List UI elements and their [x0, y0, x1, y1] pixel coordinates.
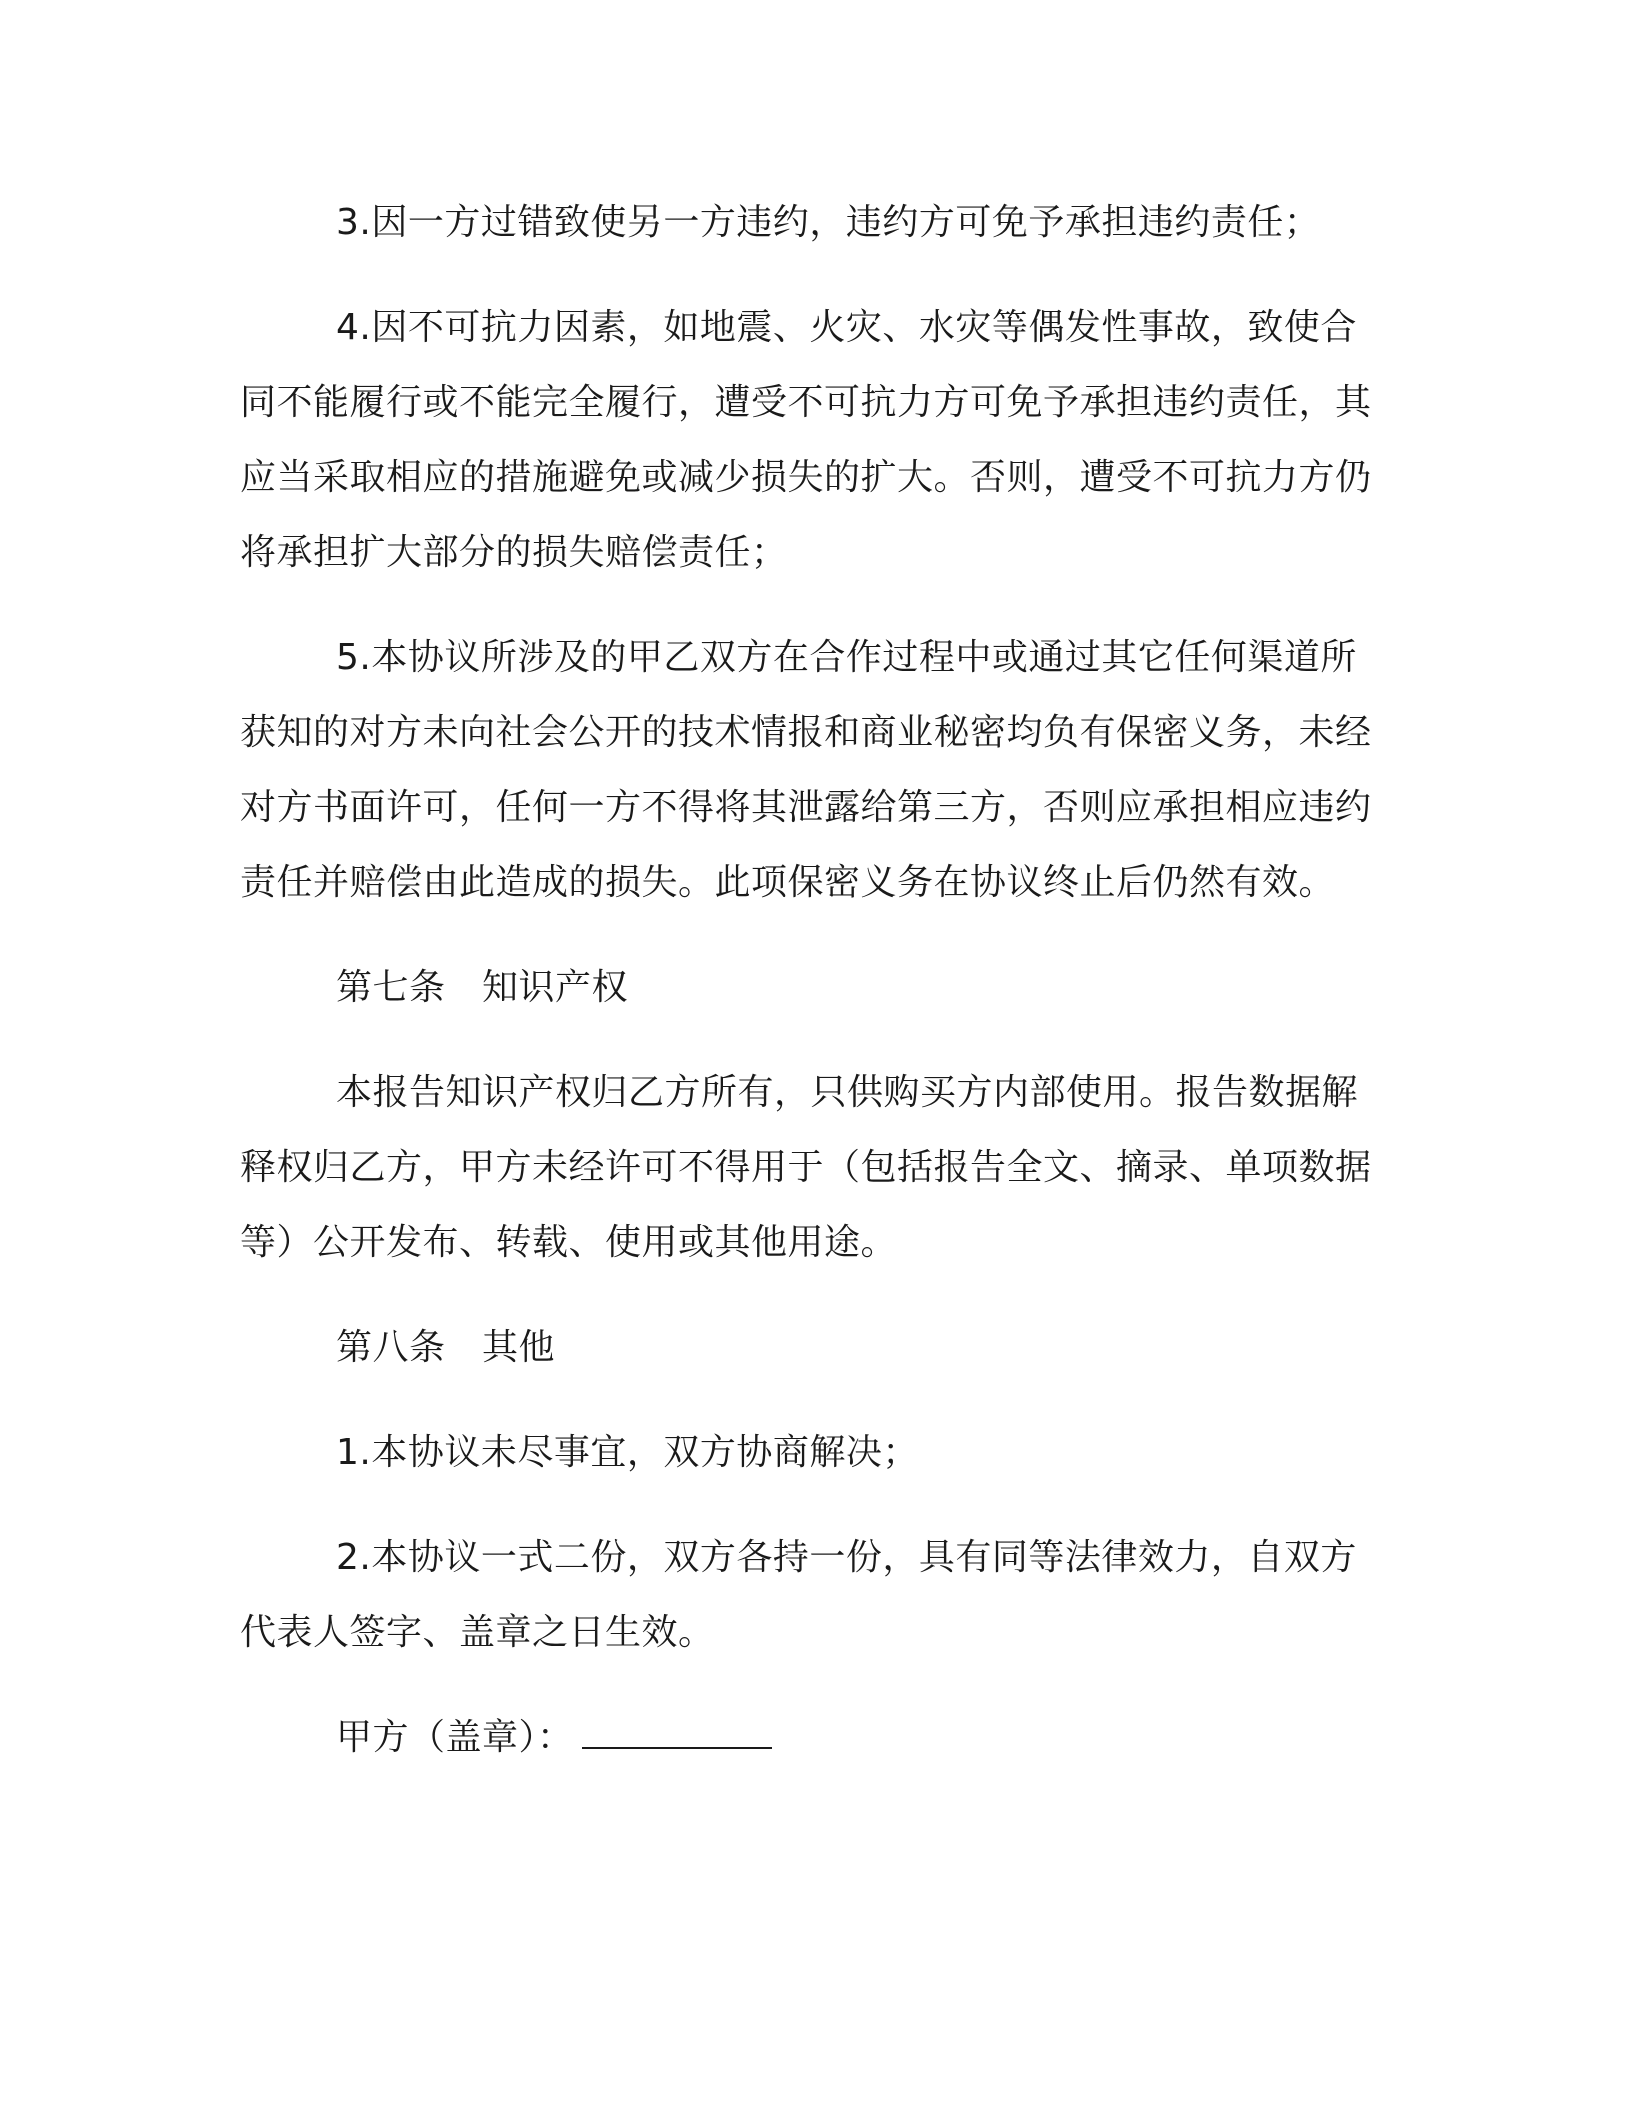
- clause-item-3: 3.因一方过错致使另一方违约，违约方可免予承担违约责任；: [336, 202, 1321, 243]
- article-8-item-1: 1.本协议未尽事宜，双方协商解决；: [336, 1432, 919, 1473]
- document-page: [240, 185, 1380, 1775]
- article-8-item-2: 2.本协议一式二份，双方各持一份，具有同等法律效力，自双方代表人签字、盖章之日生效。: [240, 1537, 1357, 1653]
- signature-label: 甲方（盖章）：: [336, 1717, 574, 1758]
- article-7-heading: 第七条 知识产权: [336, 967, 629, 1008]
- article-7-body: 本报告知识产权归乙方所有，只供购买方内部使用。报告数据解释权归乙方，甲方未经许可不得用于（包括报告全文、摘录、单项数据等）公开发布、转载、使用或其他用途。: [240, 1072, 1372, 1263]
- article-8-heading: 第八条 其他: [336, 1327, 556, 1368]
- signature-row: [240, 1700, 1380, 1775]
- clause-item-5: 5.本协议所涉及的甲乙双方在合作过程中或通过其它任何渠道所获知的对方未向社会公开的技术情报和商业秘密均负有保密义务，未经对方书面许可，任何一方不得将其泄露给第三方，否则应承担相应违约责任并赔偿由此造成的损失。此项保密义务在协议终止后仍然有效。: [240, 637, 1372, 903]
- signature-blank: [582, 1713, 772, 1749]
- clause-item-4: 4.因不可抗力因素，如地震、火灾、水灾等偶发性事故，致使合同不能履行或不能完全履行，遭受不可抗力方可免予承担违约责任，其应当采取相应的措施避免或减少损失的扩大。否则，遭受不可抗力方仍将承担扩大部分的损失赔偿责任；: [240, 307, 1372, 573]
